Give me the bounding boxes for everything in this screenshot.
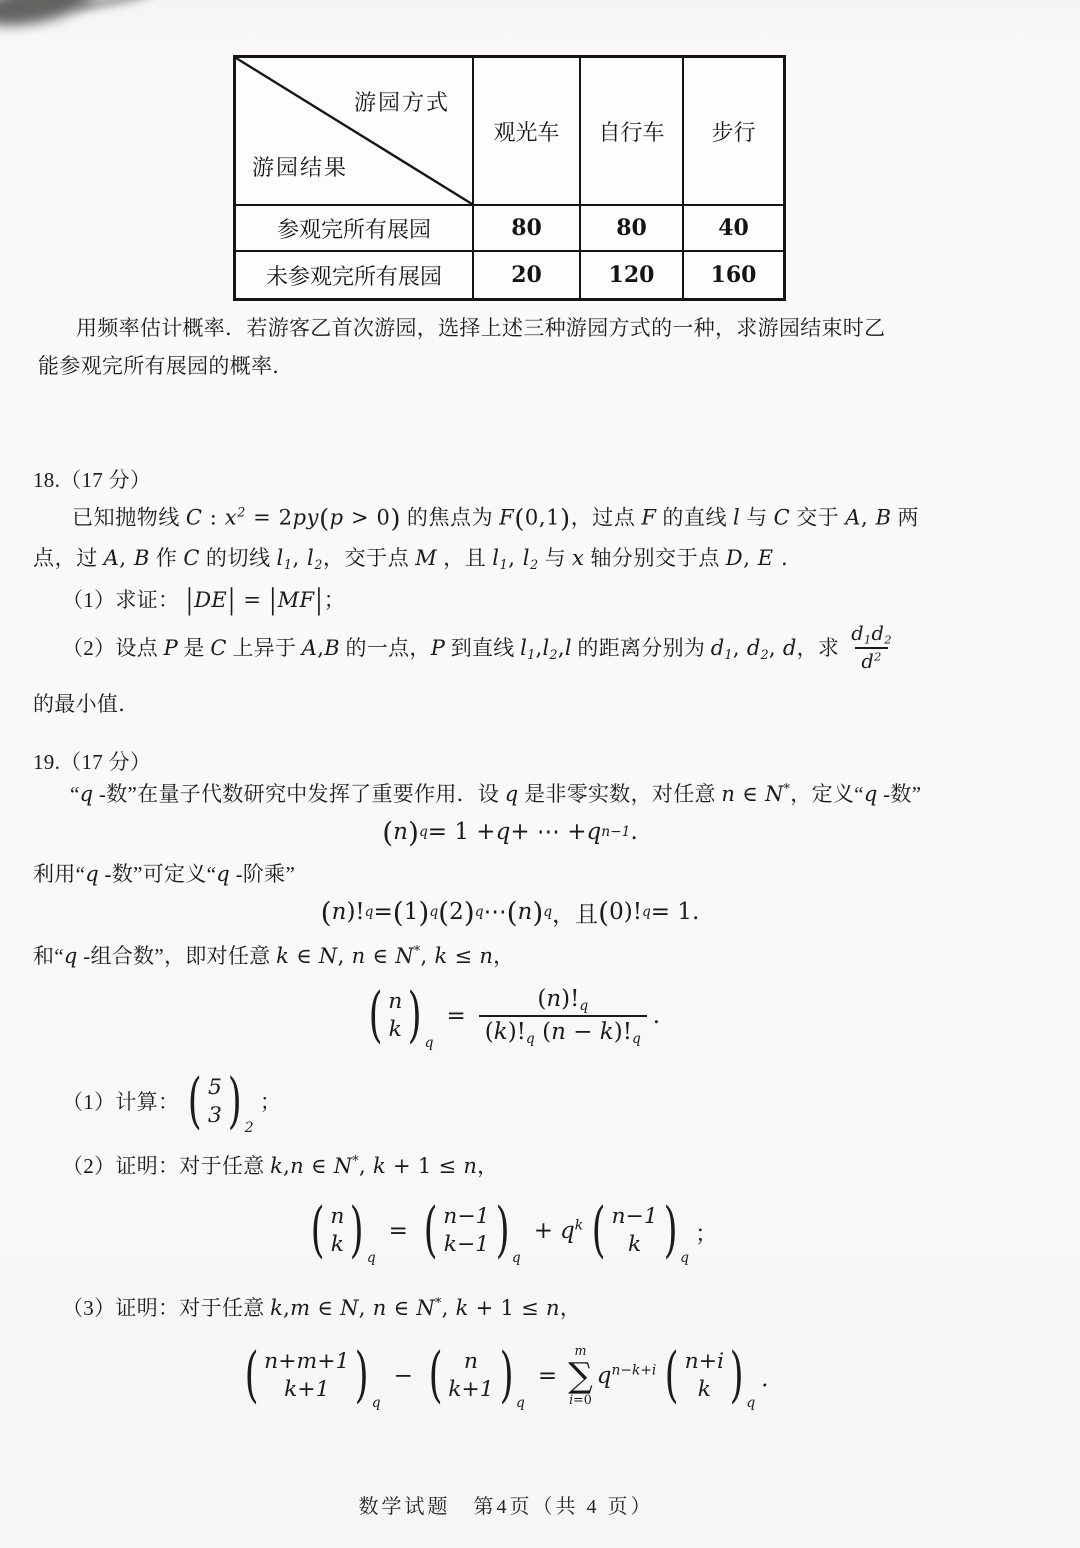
q18-item-2-continuation: 的最小值． [33,692,140,716]
page-footer: 数学试题 第4页（共 4 页） [358,1496,654,1518]
binom-bottom: k+1 [448,1377,494,1402]
q-binomial-nm1-k1 [240,1340,383,1412]
corner-label-top: 游园方式 [353,90,450,115]
q18-item-1: （1）求证： |DE| = |MF|； [62,584,346,616]
fraction-d1d2-over-d2 [845,621,898,675]
semicolon: ； [259,1089,282,1114]
fraction-numerator: $(n)!_q$ [537,986,589,1015]
minus-sign: − [393,1363,413,1389]
right-paren-glyph: ) [407,980,422,1051]
left-paren-glyph: ( [428,1340,443,1411]
q19-body-line-2: 利用“q -数”可定义“q -阶乘” [33,862,296,886]
question-18-number: 18.（17 分） [33,468,152,492]
corner-label-bottom: 游园结果 [252,155,349,180]
binom-bottom: k [330,1232,345,1257]
fraction-denominator: $d^2$ [855,647,887,675]
survey-table [233,55,786,301]
q19-intro-line: “q -数”在量子代数研究中发挥了重要作用．设 q 是非零实数，对任意 n ∈ N*，定义“q -数” [70,781,922,806]
binom-top: n+m+1 [264,1348,350,1374]
equals-sign: = [537,1363,558,1389]
q-binomial-n1-k1 [419,1195,523,1267]
q-power-k: $q^k$ [560,1217,584,1244]
binom-top: n−1 [611,1203,658,1229]
right-paren-glyph: ) [227,1066,243,1137]
q19-item-1 [62,1066,281,1138]
binom-bottom: k−1 [443,1232,490,1257]
binom-subscript: 2 [244,1119,254,1136]
right-paren-glyph: ) [663,1195,678,1266]
right-paren-glyph: ) [495,1195,510,1266]
q-combination-fraction [479,984,647,1048]
table-header-row [235,57,785,206]
summation [568,1344,593,1408]
binom-bottom: k [388,1017,402,1042]
binom-subscript: q [366,1250,376,1267]
binom-top: n [463,1348,478,1374]
cell-value: 160 [683,251,785,300]
left-paren-glyph: ( [591,1195,606,1266]
right-paren-glyph: ) [729,1340,744,1411]
q18-item-2 [62,618,904,678]
table-corner-cell [235,57,474,206]
plus-sign: + [533,1218,554,1244]
table-row [235,205,785,251]
equals-sign: = [446,1003,466,1029]
left-paren-glyph: ( [310,1195,325,1266]
q-binomial-n-k [306,1195,378,1267]
cell-value: 120 [580,251,683,300]
binom-subscript: q [424,1035,434,1052]
paragraph-line: 能参观完所有展园的概率． [38,354,294,378]
binom-top: n+i [684,1348,725,1374]
binom-subscript: q [516,1395,525,1412]
q-binomial-n-k1 [424,1340,527,1412]
binom-top: n [388,988,403,1014]
left-paren-glyph: ( [188,1066,203,1137]
binom-subscript: q [680,1250,689,1267]
binom-subscript: q [511,1250,521,1267]
q-number-definition-formula: ( n ) q = 1 + q + ⋯ + q n−1 . [382,815,638,849]
sigma-icon: ∑ [568,1355,593,1396]
q19-item-2: （2）证明：对于任意 k,n ∈ N*, k + 1 ≤ n， [62,1153,499,1178]
equals-sign: = [388,1218,408,1244]
q-binomial-n1-k [587,1195,691,1267]
right-paren-glyph: ) [355,1340,370,1411]
left-paren-glyph: ( [368,980,383,1051]
q-combination-definition-formula [0,972,1020,1060]
period: . [652,1003,661,1029]
cell-value: 20 [473,251,580,300]
cell-value: 40 [683,205,785,251]
binom-bottom: k [697,1377,711,1402]
binom-subscript: q [371,1395,381,1412]
binom-bottom: 3 [207,1103,223,1128]
question-19-number: 19.（17 分） [33,750,152,774]
summation-lower-limit: i=0 [569,1392,592,1408]
left-paren-glyph: ( [423,1195,438,1266]
column-header: 步行 [683,57,785,206]
q-binomial-ni-k [660,1340,757,1412]
left-paren-glyph: ( [664,1340,679,1411]
scan-smudge-light [72,0,159,14]
q-power-nki: $q^{n-k+i}$ [596,1362,657,1389]
table-row [235,251,785,300]
column-header: 观光车 [473,57,580,206]
q19-item-3: （3）证明：对于任意 k,m ∈ N, n ∈ N*, k + 1 ≤ n， [62,1295,582,1320]
q-binomial-5-3 [183,1066,256,1137]
right-paren-glyph: ) [499,1340,514,1411]
binom-subscript: q [746,1395,756,1412]
q-binomial-n-k [364,980,436,1052]
q-summation-identity-formula [0,1326,1020,1426]
fraction-denominator: $(k)!_q$ $(n - k)!_q$ [479,1015,647,1048]
q-factorial-definition-formula: ( n )! q = ( 1 ) q ( 2 ) q ⋯ ( n ) q ，且 ( 0 )! q = 1. [320,895,700,929]
fraction-numerator: $d_1d_2$ [851,621,892,647]
period: ． [761,1365,785,1392]
binom-top: 5 [207,1074,223,1100]
semicolon: ； [694,1220,718,1246]
binom-bottom: k [628,1232,642,1257]
diagonal-divider [236,58,472,204]
q18-body-line-1: 已知抛物线 C : $x^2 = 2py(p > 0)$ 的焦点为 F(0,1)，过点 F 的直线 l 与 C 交于 A, B 两 [72,504,920,534]
binom-bottom: k+1 [284,1377,330,1402]
q-pascal-identity-formula [0,1184,1020,1278]
right-paren-glyph: ) [350,1195,365,1266]
cell-value: 80 [580,205,683,251]
binom-top: n−1 [443,1203,490,1229]
row-label: 参观完所有展园 [235,205,474,251]
q19-body-line-3: 和“q -组合数”，即对任意 k ∈ N, n ∈ N*, k ≤ n， [33,943,515,968]
q19-item-1-label: （1）计算： [62,1089,180,1114]
paragraph-line: 用频率估计概率．若游客乙首次游园，选择上述三种游园方式的一种，求游园结束时乙 [76,316,886,340]
q18-body-line-2: 点，过 A, B 作 C 的切线 $l_1$, $l_2$，交于点 M ，且 $l_1$, $l_2$ 与 x 轴分别交于点 D, E . [33,546,789,572]
column-header: 自行车 [580,57,683,206]
binom-top: n [330,1203,345,1229]
left-paren-glyph: ( [244,1340,259,1411]
q18-item-2-text: （2）设点 P 是 C 上异于 A,B 的一点，P 到直线 $l_1,l_2,l$ 的距离分别为 $d_1$, $d_2$, d，求 [62,635,840,662]
summation-upper-limit: m [574,1343,587,1359]
cell-value: 80 [473,205,580,251]
row-label: 未参观完所有展园 [235,251,474,300]
